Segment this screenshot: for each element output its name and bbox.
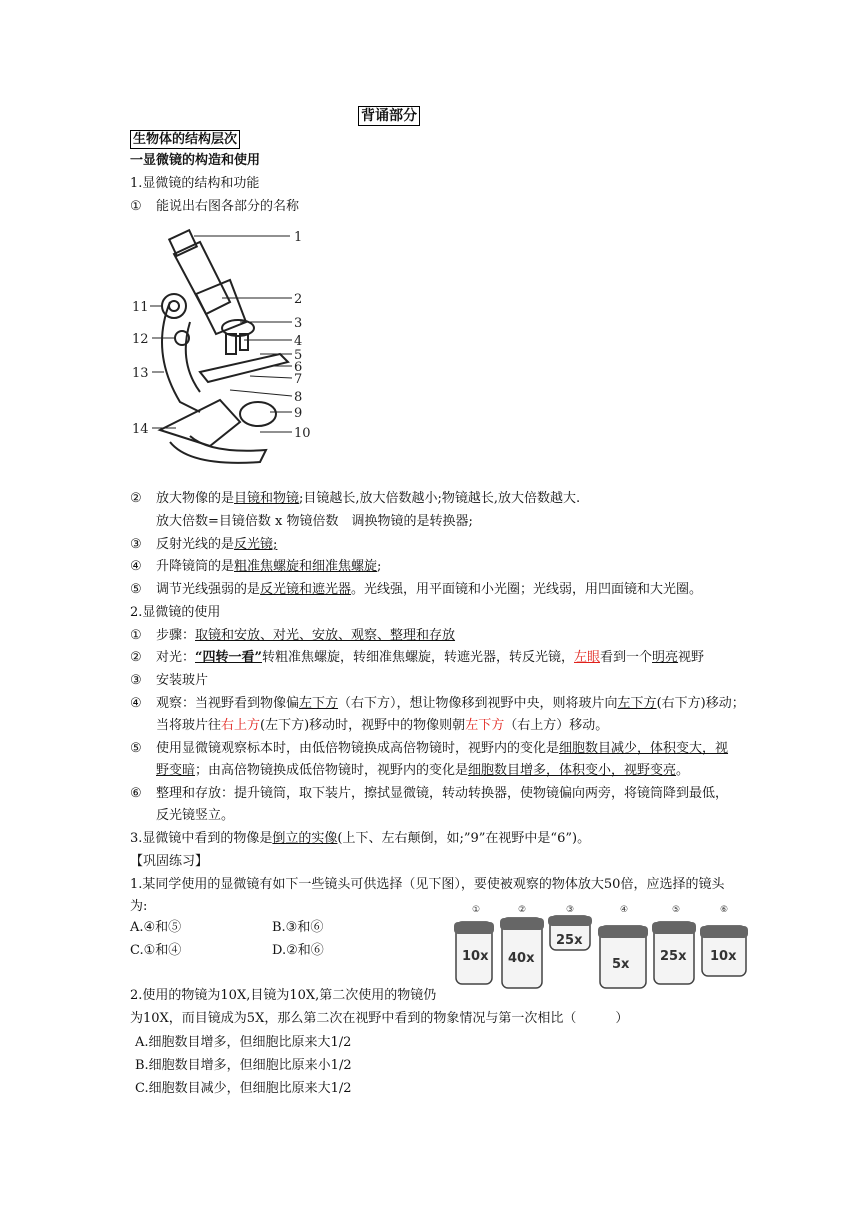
- key-term: “四转一看”: [195, 650, 262, 665]
- key-term: 明亮: [652, 650, 679, 665]
- key-term: 左下方: [299, 696, 339, 711]
- item-number: ⑤: [130, 741, 142, 756]
- key-term-red: 左下方: [465, 718, 505, 733]
- lens-1: [454, 905, 494, 984]
- lens-figure: [450, 902, 750, 992]
- item-number: ④: [130, 696, 142, 711]
- question-2-continued: 为10X，而目镜成为5X，那么第二次在视野中看到的物象情况与第一次相比（ ）: [130, 1011, 629, 1026]
- item-4: [130, 558, 381, 576]
- use-6: [130, 785, 728, 803]
- use-5-continued: [130, 762, 689, 780]
- use-2: [130, 649, 704, 667]
- svg-text:40x: 40x: [508, 951, 535, 966]
- item-text: ;: [377, 559, 382, 574]
- item-text: 3.显微镜中看到的物像是: [130, 831, 273, 846]
- page-title: 背诵部分: [358, 106, 420, 126]
- item-2: [130, 490, 580, 508]
- svg-text:25x: 25x: [556, 933, 583, 948]
- item-text: 能说出右图各部分的名称: [156, 199, 300, 214]
- diagram-label: 6: [294, 360, 303, 375]
- section-heading: 生物体的结构层次: [130, 130, 240, 149]
- diagram-label: 12: [132, 332, 149, 347]
- key-term: 目镜和物镜: [234, 491, 300, 506]
- item-number: ②: [130, 650, 142, 665]
- question-2-option: B.细胞数目增多，但细胞比原来小1/2: [135, 1058, 352, 1073]
- question-1: 1.某同学使用的显微镜有如下一些镜头可供选择（见下图），要使被观察的物体放大50倍，应选择的镜头: [130, 877, 725, 892]
- question-1-option: C.①和④: [130, 943, 182, 958]
- item-text: 。光线强，用平面镜和小光圈；光线弱，用凹面镜和大光圈。: [351, 582, 703, 597]
- svg-text:①: ①: [472, 905, 481, 915]
- item-text: (右下方)移动；: [656, 696, 745, 711]
- use-6-continued: 反光镜竖立。: [156, 808, 235, 823]
- heading-microscope: 一显微镜的构造和使用: [130, 153, 261, 168]
- svg-text:25x: 25x: [660, 949, 687, 964]
- item-text: 步骤：: [156, 628, 196, 643]
- item-number: ⑥: [130, 786, 142, 801]
- use-4-continued: [130, 717, 608, 735]
- item-number: ①: [130, 628, 142, 643]
- item-text: （右下方），想让物像移到视野中央，则将玻片向: [338, 696, 618, 711]
- key-term: 野变暗: [156, 763, 196, 778]
- svg-text:②: ②: [518, 905, 527, 915]
- item-text: (上下、左右颠倒，如;”9”在视野中是“6”)。: [337, 831, 591, 846]
- use-5: [130, 740, 728, 758]
- subheading-image: [130, 830, 590, 848]
- lens-3: [548, 905, 592, 950]
- item-text: 安装玻片: [156, 673, 209, 688]
- use-3: [130, 672, 208, 690]
- microscope-diagram: [130, 222, 320, 474]
- item-text: (左下方)移动时，视野中的物像则朝: [260, 718, 466, 733]
- diagram-label: 4: [294, 334, 303, 349]
- item-text: 。: [676, 763, 690, 778]
- diagram-label: 10: [294, 426, 311, 441]
- key-term: 左下方: [617, 696, 657, 711]
- question-1-option: B.③和⑥: [272, 920, 324, 935]
- svg-text:10x: 10x: [710, 949, 737, 964]
- item-number: ①: [130, 199, 142, 214]
- key-term: 细胞数目增多，体积变小，视野变亮: [468, 763, 677, 778]
- item-text: 当将玻片往: [156, 718, 222, 733]
- item-text: 转粗准焦螺旋，转细准焦螺旋，转遮光器，转反光镜，: [261, 650, 574, 665]
- question-1-continued: 为:: [130, 899, 148, 914]
- question-2-option: A.细胞数目增多，但细胞比原来大1/2: [135, 1035, 352, 1050]
- item-text: 对光：: [156, 650, 196, 665]
- key-term: 反光镜和遮光器: [260, 582, 352, 597]
- diagram-label: 2: [294, 292, 303, 307]
- key-term: 细胞数目减少，体积变大，视: [559, 741, 729, 756]
- question-2-option: C.细胞数目减少，但细胞比原来大1/2: [135, 1081, 352, 1096]
- item-number: ②: [130, 491, 142, 506]
- subheading-usage: 2.显微镜的使用: [130, 605, 221, 620]
- diagram-label: 9: [294, 406, 303, 421]
- key-term: 倒立的实像: [272, 831, 338, 846]
- svg-text:③: ③: [566, 905, 575, 915]
- svg-text:⑤: ⑤: [672, 905, 681, 915]
- key-term: 反光镜;: [234, 537, 278, 552]
- lens-4: [598, 905, 648, 988]
- diagram-label: 8: [294, 390, 303, 405]
- item-number: ④: [130, 559, 142, 574]
- lens-2: [500, 905, 544, 988]
- item-3: [130, 536, 277, 554]
- key-term: 取镜和安放、对光、安放、观察、整理和存放: [195, 628, 456, 643]
- use-4: [130, 695, 745, 713]
- diagram-label: 7: [294, 372, 303, 387]
- key-term-red: 右上方: [221, 718, 261, 733]
- item-text: 反射光线的是: [156, 537, 235, 552]
- item-text: 整理和存放：提升镜筒，取下装片，擦拭显微镜，转动转换器，使物镜偏向两旁，将镜筒降到最低，: [156, 786, 729, 801]
- diagram-label: 14: [132, 422, 149, 437]
- diagram-label: 3: [294, 316, 303, 331]
- question-1-option: D.②和⑥: [272, 943, 324, 958]
- item-number: ③: [130, 673, 142, 688]
- item-5: [130, 581, 702, 599]
- lens-6: [700, 905, 748, 976]
- practice-heading: 【巩固练习】: [130, 854, 209, 869]
- item-number: ③: [130, 537, 142, 552]
- item-text: ；由高倍物镜换成低倍物镜时，视野内的变化是: [195, 763, 469, 778]
- svg-text:5x: 5x: [612, 957, 630, 972]
- use-1: [130, 627, 455, 645]
- item-number: ⑤: [130, 582, 142, 597]
- question-2: 2.使用的物镜为10X,目镜为10X,第二次使用的物镜仍: [130, 988, 437, 1003]
- svg-text:⑥: ⑥: [720, 905, 729, 915]
- key-term-red: 左眼: [574, 650, 601, 665]
- item-2-continued: 放大倍数=目镜倍数 x 物镜倍数 调换物镜的是转换器;: [156, 514, 473, 529]
- diagram-label: 13: [132, 366, 149, 381]
- item-text: 观察：当视野看到物像偏: [156, 696, 300, 711]
- key-term: 粗准焦螺旋和细准焦螺旋: [234, 559, 378, 574]
- svg-text:10x: 10x: [462, 949, 489, 964]
- item-text: 放大物像的是: [156, 491, 235, 506]
- question-1-option: A.④和⑤: [130, 920, 182, 935]
- item-text: 调节光线强弱的是: [156, 582, 261, 597]
- lens-5: [652, 905, 696, 984]
- item-text: 看到一个: [600, 650, 653, 665]
- diagram-label: 1: [294, 230, 303, 245]
- item-text: 视野: [678, 650, 705, 665]
- item-1: [130, 198, 299, 216]
- item-text: （右上方）移动。: [504, 718, 609, 733]
- diagram-label: 5: [294, 348, 303, 363]
- subheading-structure: 1.显微镜的结构和功能: [130, 176, 260, 191]
- item-text: ;目镜越长,放大倍数越小;物镜越长,放大倍数越大.: [299, 491, 581, 506]
- svg-text:④: ④: [620, 905, 629, 915]
- diagram-label: 11: [132, 300, 149, 315]
- item-text: 使用显微镜观察标本时，由低倍物镜换成高倍物镜时，视野内的变化是: [156, 741, 560, 756]
- item-text: 升降镜筒的是: [156, 559, 235, 574]
